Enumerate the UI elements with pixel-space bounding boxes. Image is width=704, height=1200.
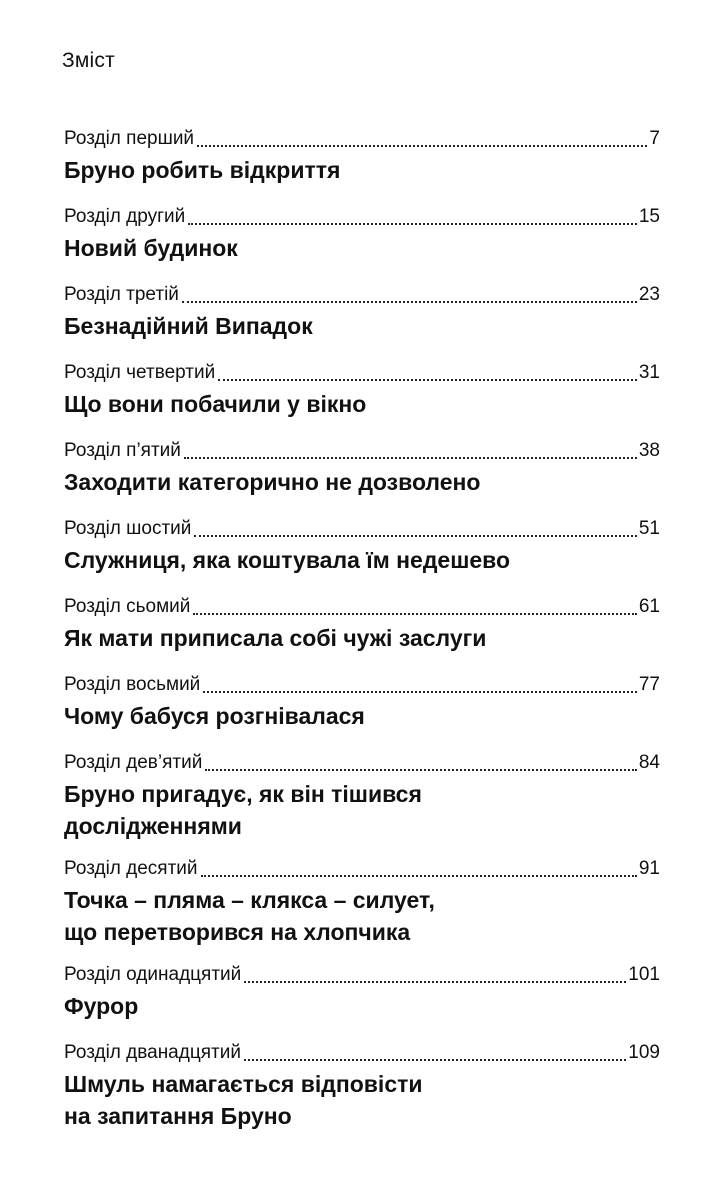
- dot-leader: [244, 981, 626, 983]
- toc-entry: [64, 750, 660, 842]
- page-number: 101: [628, 964, 660, 985]
- toc-entry: [64, 516, 660, 576]
- toc-entry: [64, 962, 660, 1022]
- toc-entry-row: [64, 672, 660, 698]
- toc-entry-row: [64, 360, 660, 386]
- page-number: 38: [638, 440, 660, 461]
- page-number: 31: [638, 362, 660, 383]
- chapter-title-line: Шмуль намагається відповісти: [64, 1071, 423, 1097]
- dot-leader: [184, 457, 637, 459]
- page-number: 91: [638, 858, 660, 879]
- dot-leader: [197, 145, 647, 147]
- chapter-title-line: на запитання Бруно: [64, 1103, 292, 1129]
- chapter-label: Розділ дев’ятий: [64, 752, 203, 773]
- chapter-title-line: Чому бабуся розгнівалася: [64, 703, 365, 729]
- toc-entry-row: [64, 516, 660, 542]
- toc-entry-row: [64, 594, 660, 620]
- dot-leader: [244, 1059, 626, 1061]
- toc-entry: [64, 672, 660, 732]
- chapter-label: Розділ восьмий: [64, 674, 201, 695]
- page-number: 7: [649, 128, 660, 149]
- page-number: 109: [628, 1042, 660, 1063]
- page-number: 23: [638, 284, 660, 305]
- toc-entry: [64, 594, 660, 654]
- dot-leader: [201, 875, 637, 877]
- page-number: 51: [638, 518, 660, 539]
- dot-leader: [218, 379, 637, 381]
- toc-entry-row: [64, 1040, 660, 1066]
- chapter-title-line: Заходити категорично не дозволено: [64, 469, 481, 495]
- chapter-label: Розділ одинадцятий: [64, 964, 242, 985]
- chapter-label: Розділ десятий: [64, 858, 198, 879]
- chapter-label: Розділ шостий: [64, 518, 192, 539]
- chapter-title-line: Новий будинок: [64, 235, 238, 261]
- chapter-title-line: дослідженнями: [64, 813, 242, 839]
- page-number: 84: [638, 752, 660, 773]
- toc-entry-row: [64, 204, 660, 230]
- toc-entry: [64, 126, 660, 186]
- toc-entry: [64, 360, 660, 420]
- chapter-title-line: Фурор: [64, 993, 139, 1019]
- toc-entry-row: [64, 282, 660, 308]
- toc-entry: [64, 282, 660, 342]
- dot-leader: [182, 301, 637, 303]
- chapter-title-line: Безнадійний Випадок: [64, 313, 313, 339]
- chapter-title-line: Що вони побачили у вікно: [64, 391, 367, 417]
- dot-leader: [203, 691, 637, 693]
- chapter-title-line: що перетворився на хлопчика: [64, 919, 411, 945]
- chapter-title-line: Бруно пригадує, як він тішився: [64, 781, 422, 807]
- toc-entry-row: [64, 750, 660, 776]
- chapter-label: Розділ перший: [64, 128, 195, 149]
- toc-entry-row: [64, 126, 660, 152]
- dot-leader: [205, 769, 637, 771]
- chapter-label: Розділ другий: [64, 206, 186, 227]
- toc-entry: [64, 204, 660, 264]
- toc-entry: [64, 856, 660, 948]
- page-number: 61: [638, 596, 660, 617]
- chapter-label: Розділ п’ятий: [64, 440, 181, 461]
- chapter-title-line: Точка – пляма – клякса – силует,: [64, 887, 435, 913]
- page-number: 77: [638, 674, 660, 695]
- chapter-title-line: Бруно робить відкриття: [64, 157, 341, 183]
- chapter-label: Розділ дванадцятий: [64, 1042, 241, 1063]
- toc-entry: [64, 438, 660, 498]
- chapter-label: Розділ четвертий: [64, 362, 216, 383]
- dot-leader: [193, 613, 636, 615]
- toc-entry-row: [64, 438, 660, 464]
- toc-entry-row: [64, 962, 660, 988]
- chapter-label: Розділ третій: [64, 284, 179, 305]
- dot-leader: [194, 535, 636, 537]
- chapter-title-line: Як мати приписала собі чужі заслуги: [64, 625, 487, 651]
- toc-heading: Зміст: [62, 49, 115, 72]
- chapter-label: Розділ сьомий: [64, 596, 191, 617]
- page-number: 15: [638, 206, 660, 227]
- toc-entry-row: [64, 856, 660, 882]
- dot-leader: [188, 223, 637, 225]
- toc-entry: [64, 1040, 660, 1132]
- chapter-title-line: Служниця, яка коштувала їм недешево: [64, 547, 511, 573]
